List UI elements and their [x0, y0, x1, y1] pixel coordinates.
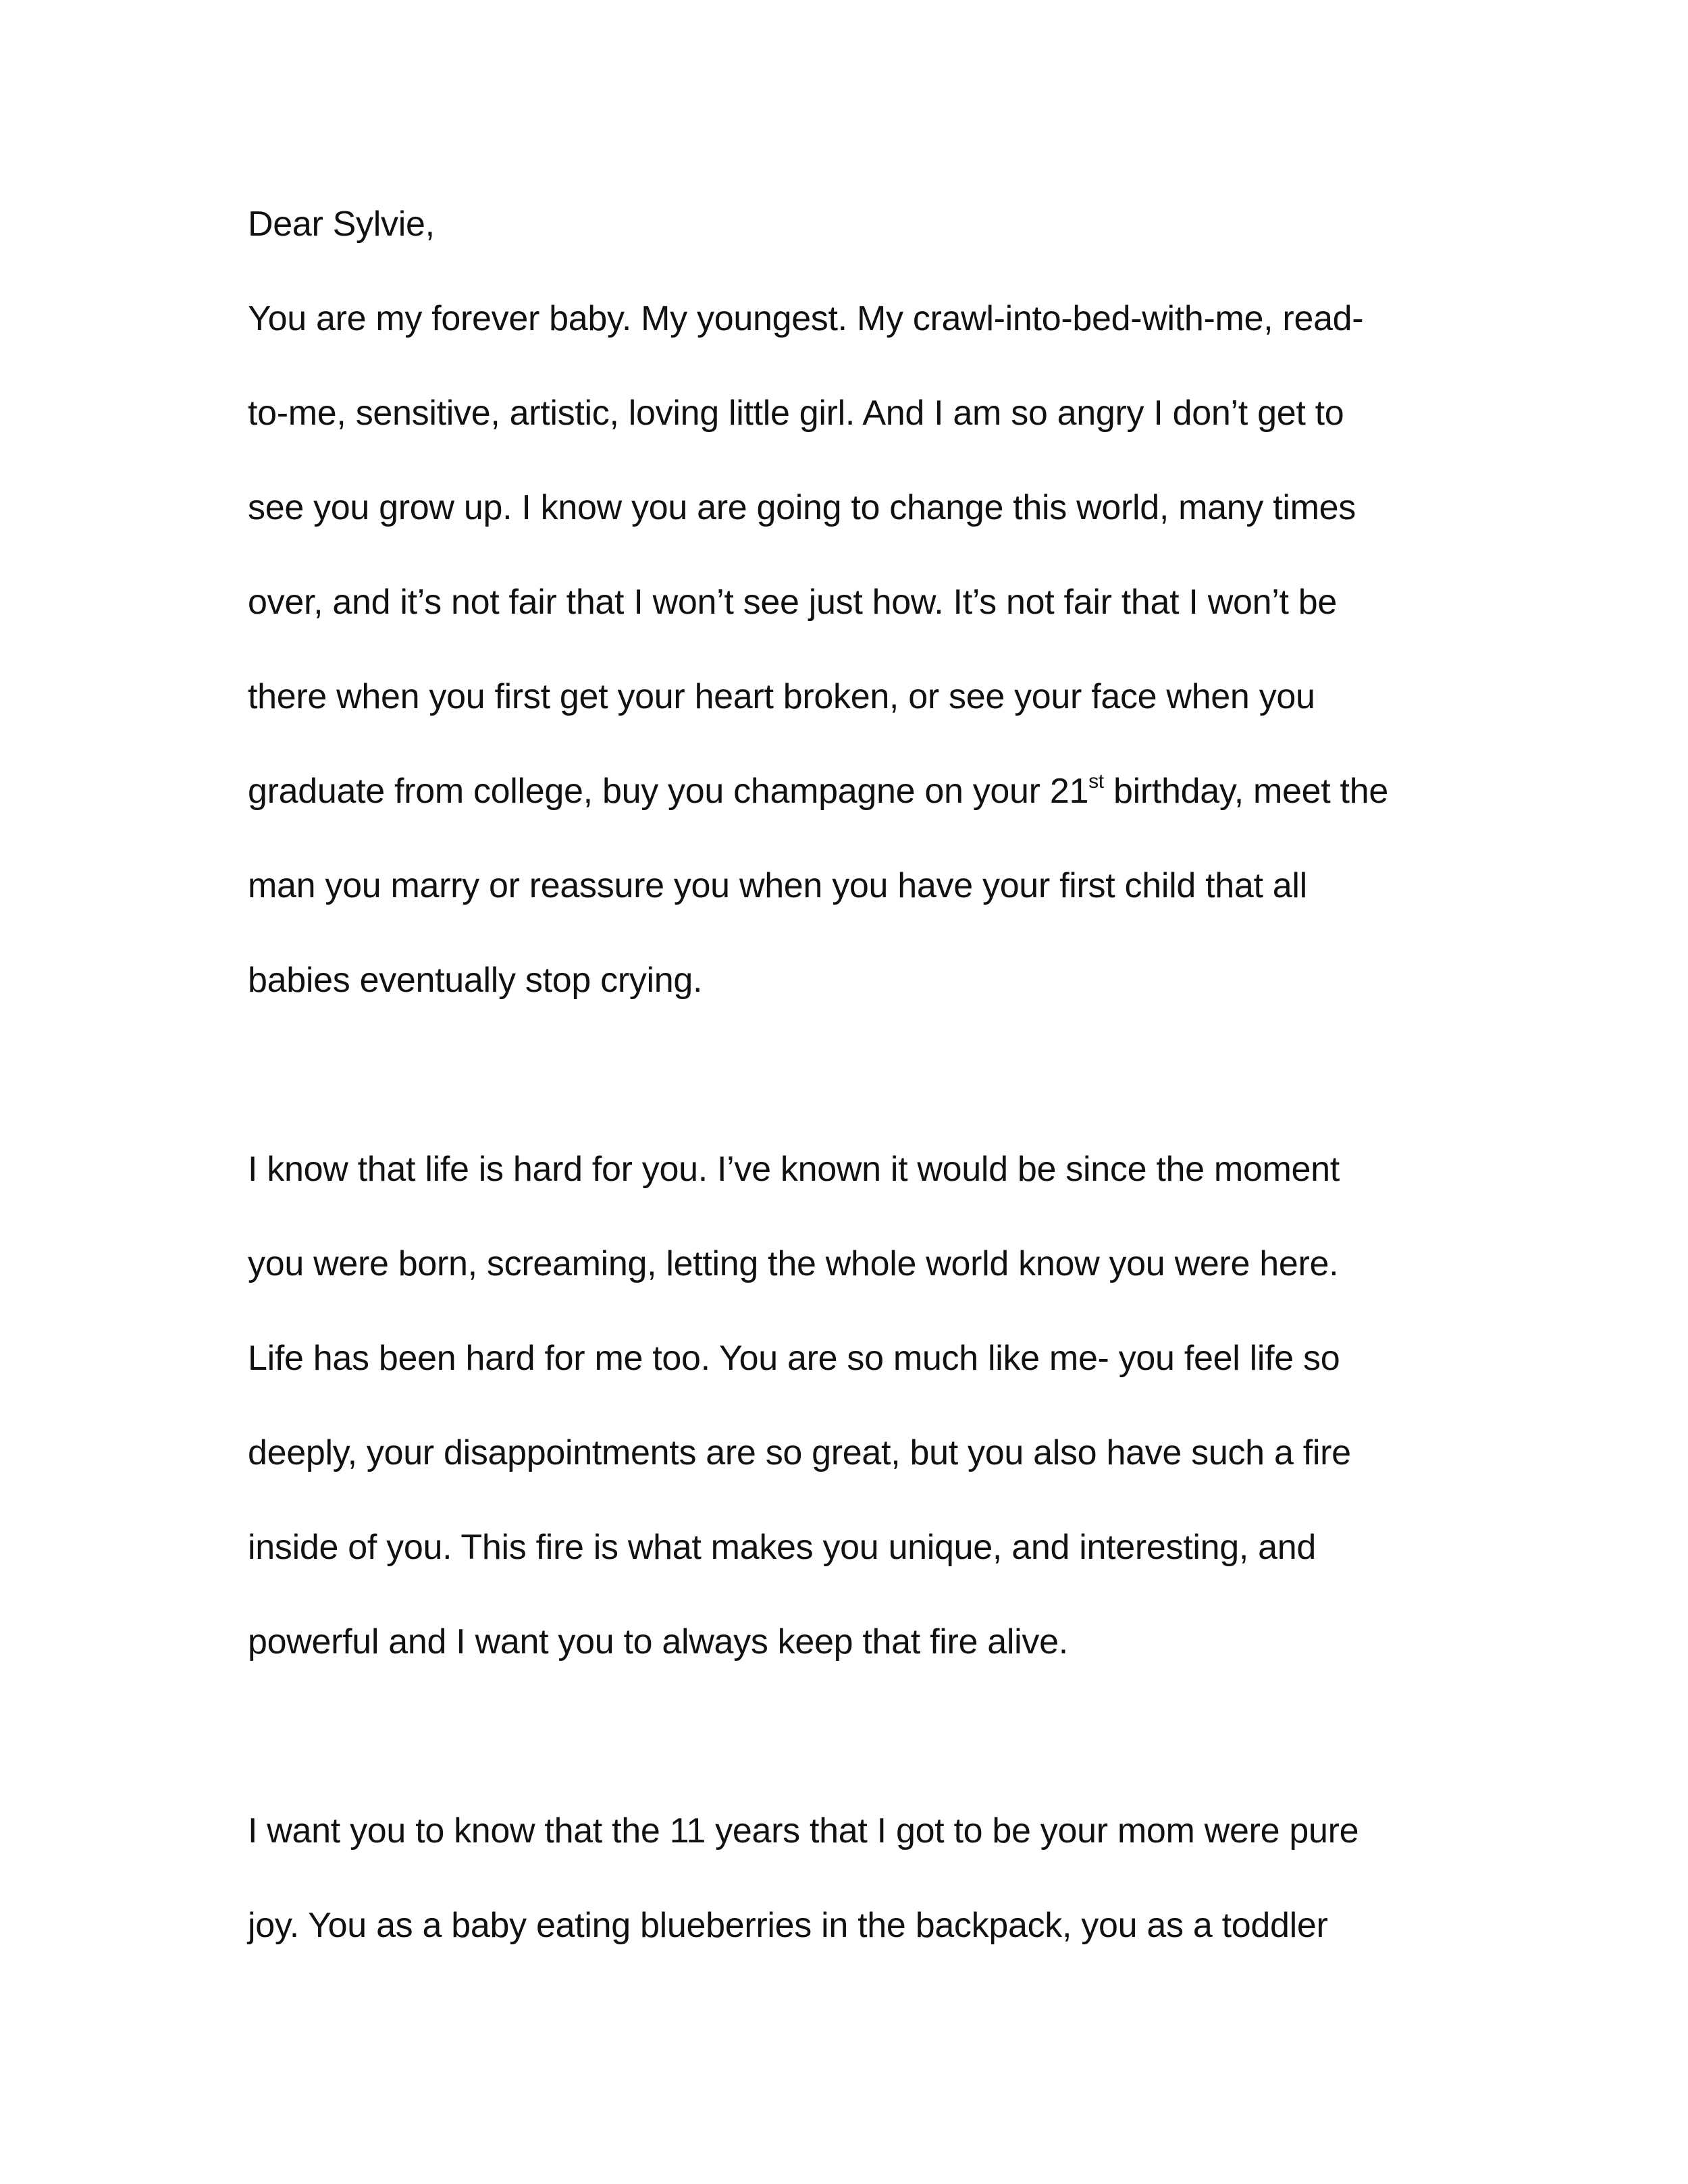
paragraph-3-line-2: joy. You as a baby eating blueberries in the backpack, you as a toddler — [248, 1906, 1328, 1945]
paragraph-1-line-7: man you marry or reassure you when you have your first child that all — [248, 866, 1307, 905]
paragraph-gap — [248, 1709, 1463, 1804]
paragraph-2-line-3: Life has been hard for me too. You are so much like me- you feel life so — [248, 1339, 1340, 1378]
paragraph-1-line-2: to-me, sensitive, artistic, loving little girl. And I am so angry I don’t get to — [248, 394, 1344, 433]
paragraph-2-line-1: I know that life is hard for you. I’ve known it would be since the moment — [248, 1150, 1340, 1189]
ordinal-suffix: st — [1088, 770, 1104, 793]
paragraph-1-line-3: see you grow up. I know you are going to change this world, many times — [248, 488, 1356, 527]
line-6-part-2: birthday, meet the — [1103, 772, 1388, 811]
paragraph-1-line-8: babies eventually stop crying. — [248, 961, 703, 1000]
paragraph-2-line-2: you were born, screaming, letting the whole world know you were here. — [248, 1244, 1339, 1283]
paragraph-2-line-4: deeply, your disappointments are so great, but you also have such a fire — [248, 1433, 1351, 1472]
paragraph-3 — [248, 1804, 1463, 1993]
line-6-part-1: graduate from college, buy you champagne on your 21 — [248, 772, 1089, 811]
paragraph-2 — [248, 1142, 1463, 1709]
paragraph-gap — [248, 1048, 1463, 1142]
paragraph-1-line-4: over, and it’s not fair that I won’t see just how. It’s not fair that I won’t be — [248, 583, 1337, 622]
paragraph-1-line-1: You are my forever baby. My youngest. My crawl-into-bed-with-me, read- — [248, 299, 1364, 338]
paragraph-2-line-6: powerful and I want you to always keep that fire alive. — [248, 1622, 1068, 1661]
letter-body — [248, 197, 1463, 1993]
paragraph-1 — [248, 292, 1463, 1048]
salutation: Dear Sylvie, — [248, 205, 435, 244]
paragraph-1-line-5: there when you first get your heart broken, or see your face when you — [248, 677, 1315, 716]
paragraph-1-line-6 — [248, 764, 1463, 859]
paragraph-2-line-5: inside of you. This fire is what makes you unique, and interesting, and — [248, 1528, 1316, 1567]
paragraph-3-line-1: I want you to know that the 11 years that I got to be your mom were pure — [248, 1811, 1359, 1850]
